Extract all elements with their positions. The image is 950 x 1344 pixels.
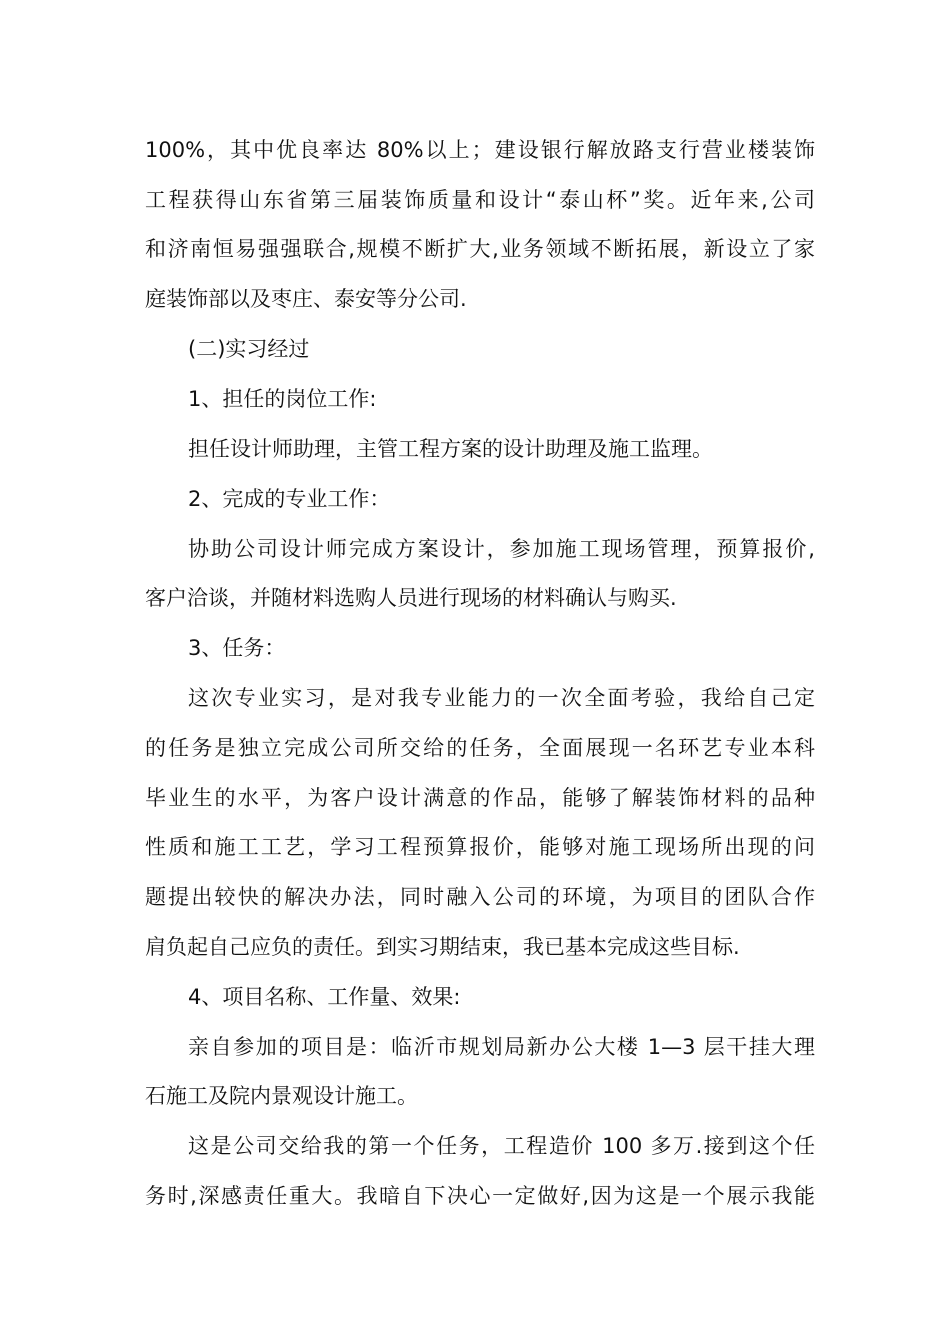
paragraph-line: 的任务是独立完成公司所交给的任务，全面展现一名环艺专业本科 <box>145 736 815 760</box>
item-heading: 2、完成的专业工作： <box>188 487 391 511</box>
paragraph-line: 庭装饰部以及枣庄、泰安等分公司. <box>145 287 467 311</box>
section-heading: (二)实习经过 <box>188 337 310 361</box>
paragraph-line: 题提出较快的解决办法，同时融入公司的环境，为项目的团队合作 <box>145 885 815 909</box>
paragraph-line: 务时,深感责任重大。我暗自下决心一定做好,因为这是一个展示我能 <box>145 1184 815 1208</box>
paragraph-line: 工程获得山东省第三届装饰质量和设计“泰山杯”奖。近年来,公司 <box>145 188 815 212</box>
paragraph-line: 这是公司交给我的第一个任务，工程造价 100 多万.接到这个任 <box>188 1134 815 1158</box>
paragraph-line: 肩负起自己应负的责任。到实习期结束，我已基本完成这些目标. <box>145 935 740 959</box>
paragraph-line: 协助公司设计师完成方案设计，参加施工现场管理，预算报价, <box>188 537 815 561</box>
paragraph-line: 毕业生的水平，为客户设计满意的作品，能够了解装饰材料的品种 <box>145 786 815 810</box>
paragraph-line: 和济南恒易强强联合,规模不断扩大,业务领域不断拓展，新设立了家 <box>145 237 815 261</box>
paragraph-line: 担任设计师助理，主管工程方案的设计助理及施工监理。 <box>188 437 713 461</box>
paragraph-line: 性质和施工工艺，学习工程预算报价，能够对施工现场所出现的问 <box>145 835 815 859</box>
paragraph-line: 这次专业实习，是对我专业能力的一次全面考验，我给自己定 <box>188 686 815 710</box>
item-heading: 4、项目名称、工作量、效果: <box>188 985 461 1009</box>
paragraph-line: 100%，其中优良率达 80%以上；建设银行解放路支行营业楼装饰 <box>145 138 815 162</box>
paragraph-line: 亲自参加的项目是：临沂市规划局新办公大楼 1—3 层干挂大理 <box>188 1035 815 1059</box>
item-heading: 1、担任的岗位工作: <box>188 387 377 411</box>
paragraph-line: 石施工及院内景观设计施工。 <box>145 1084 418 1108</box>
paragraph-line: 客户洽谈，并随材料选购人员进行现场的材料确认与购买. <box>145 586 677 610</box>
item-heading: 3、任务： <box>188 636 286 660</box>
